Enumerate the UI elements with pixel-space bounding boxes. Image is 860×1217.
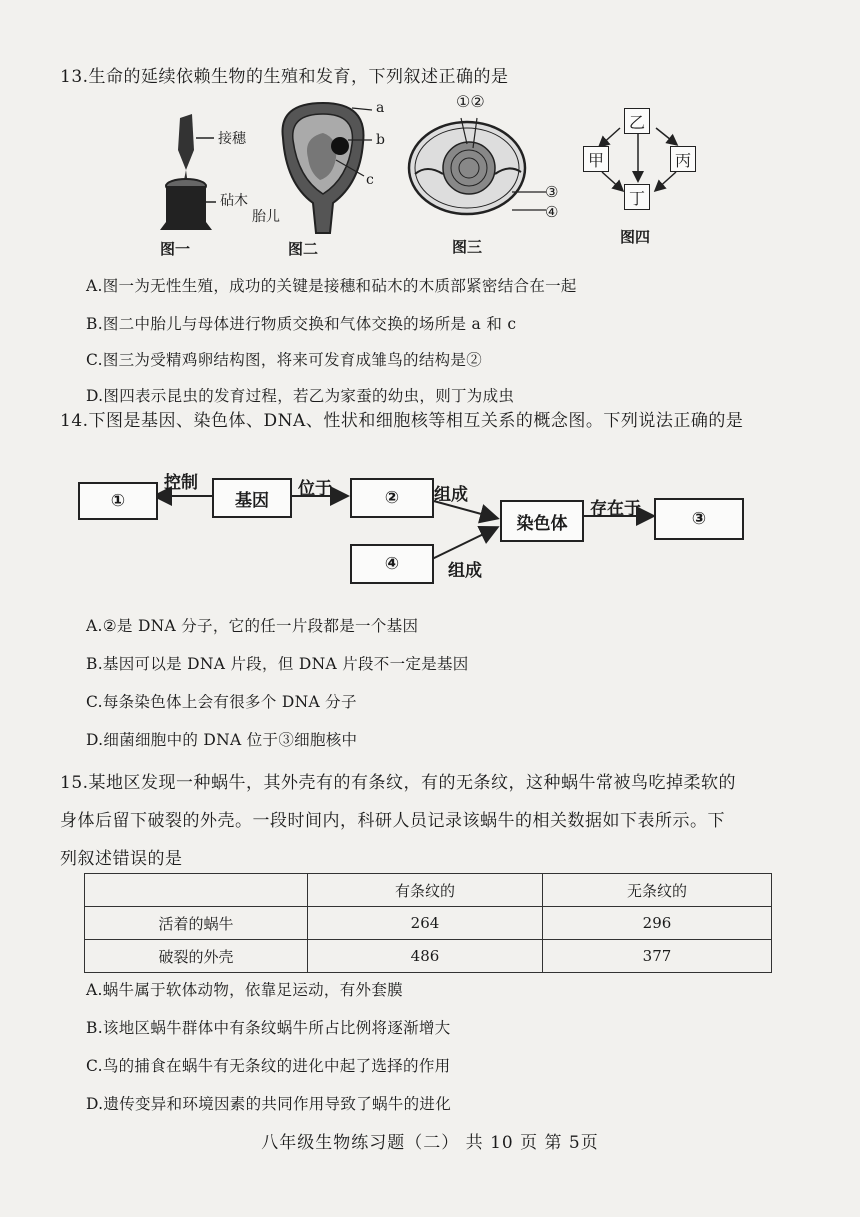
edge-located: 位于: [298, 479, 332, 499]
concept-box-chromosome: 染色体: [500, 500, 584, 542]
table-cell: 377: [543, 940, 772, 973]
table-cell: 296: [543, 907, 772, 940]
stage-bing: 丙: [670, 146, 696, 172]
edge-exists: 存在于: [590, 499, 641, 519]
q14-option-d: D.细菌细胞中的 DNA 位于③细胞核中: [86, 731, 358, 749]
q15-stem-line1: 15.某地区发现一种蜗牛，其外壳有的有条纹，有的无条纹，这种蜗牛常被鸟吃掉柔软的: [60, 773, 737, 793]
concept-box-gene: 基因: [212, 478, 292, 518]
q13-option-b: B.图二中胎儿与母体进行物质交换和气体交换的场所是 a 和 c: [86, 315, 517, 333]
fig3-caption: 图三: [452, 238, 483, 256]
fig1-caption: 图一: [160, 240, 191, 258]
q15-stem-line3: 列叙述错误的是: [60, 849, 183, 869]
q14-stem: 14.下图是基因、染色体、DNA、性状和细胞核等相互关系的概念图。下列说法正确的是: [60, 411, 744, 431]
table-header-cell: 无条纹的: [543, 874, 772, 907]
q13-option-d: D.图四表示昆虫的发育过程，若乙为家蚕的幼虫，则丁为成虫: [86, 387, 515, 405]
q15-option-c: C.鸟的捕食在蜗牛有无条纹的进化中起了选择的作用: [86, 1057, 451, 1075]
table-cell: 264: [308, 907, 543, 940]
table-header-cell: [85, 874, 308, 907]
q15-option-a: A.蜗牛属于软体动物，依靠足运动，有外套膜: [86, 981, 403, 999]
egg-marker-4: ④: [545, 203, 559, 221]
label-a: a: [376, 100, 385, 116]
concept-box-3: ③: [654, 498, 744, 540]
concept-box-1: ①: [78, 482, 158, 520]
q15-option-d: D.遗传变异和环境因素的共同作用导致了蜗牛的进化: [86, 1095, 452, 1113]
edge-compose-1: 组成: [434, 485, 468, 505]
table-cell: 活着的蜗牛: [85, 907, 308, 940]
table-row: [85, 907, 772, 940]
label-b: b: [376, 132, 385, 148]
egg-leader-lines: [512, 186, 548, 216]
fig4-caption: 图四: [620, 228, 651, 246]
label-c: c: [366, 172, 374, 188]
stage-yi: 乙: [624, 108, 650, 134]
edge-compose-2: 组成: [448, 561, 482, 581]
q14-option-c: C.每条染色体上会有很多个 DNA 分子: [86, 693, 357, 711]
q15-option-b: B.该地区蜗牛群体中有条纹蜗牛所占比例将逐渐增大: [86, 1019, 451, 1037]
egg-top-markers: ①②: [456, 92, 485, 111]
fetus-label: 胎儿: [252, 209, 280, 225]
q13-option-a: A.图一为无性生殖，成功的关键是接穗和砧木的木质部紧密结合在一起: [86, 277, 577, 295]
table-header-row: [85, 874, 772, 907]
egg-marker-3: ③: [545, 183, 559, 201]
concept-box-2: ②: [350, 478, 434, 518]
fig2-caption: 图二: [288, 240, 319, 258]
q15-stem-line2: 身体后留下破裂的外壳。一段时间内，科研人员记录该蜗牛的相关数据如下表所示。下: [60, 811, 725, 831]
uterus-figure: [268, 98, 378, 238]
stage-ding: 丁: [624, 184, 650, 210]
q13-option-c: C.图三为受精鸡卵结构图，将来可发育成雏鸟的结构是②: [86, 351, 483, 369]
q14-option-a: A.②是 DNA 分子，它的任一片段都是一个基因: [86, 617, 419, 635]
table-cell: 破裂的外壳: [85, 940, 308, 973]
table-row: [85, 940, 772, 973]
q14-option-b: B.基因可以是 DNA 片段，但 DNA 片段不一定是基因: [86, 655, 469, 673]
table-header-cell: 有条纹的: [308, 874, 543, 907]
rootstock-label: 砧木: [220, 193, 248, 209]
stage-jia: 甲: [583, 146, 609, 172]
edge-control: 控制: [164, 473, 198, 493]
concept-box-4: ④: [350, 544, 434, 584]
q13-stem: 13.生命的延续依赖生物的生殖和发育，下列叙述正确的是: [60, 67, 509, 87]
page-footer: 八年级生物练习题（二） 共 10 页 第 5页: [261, 1133, 599, 1153]
table-cell: 486: [308, 940, 543, 973]
snail-data-table: [84, 873, 772, 973]
scion-label: 接穗: [218, 131, 246, 147]
